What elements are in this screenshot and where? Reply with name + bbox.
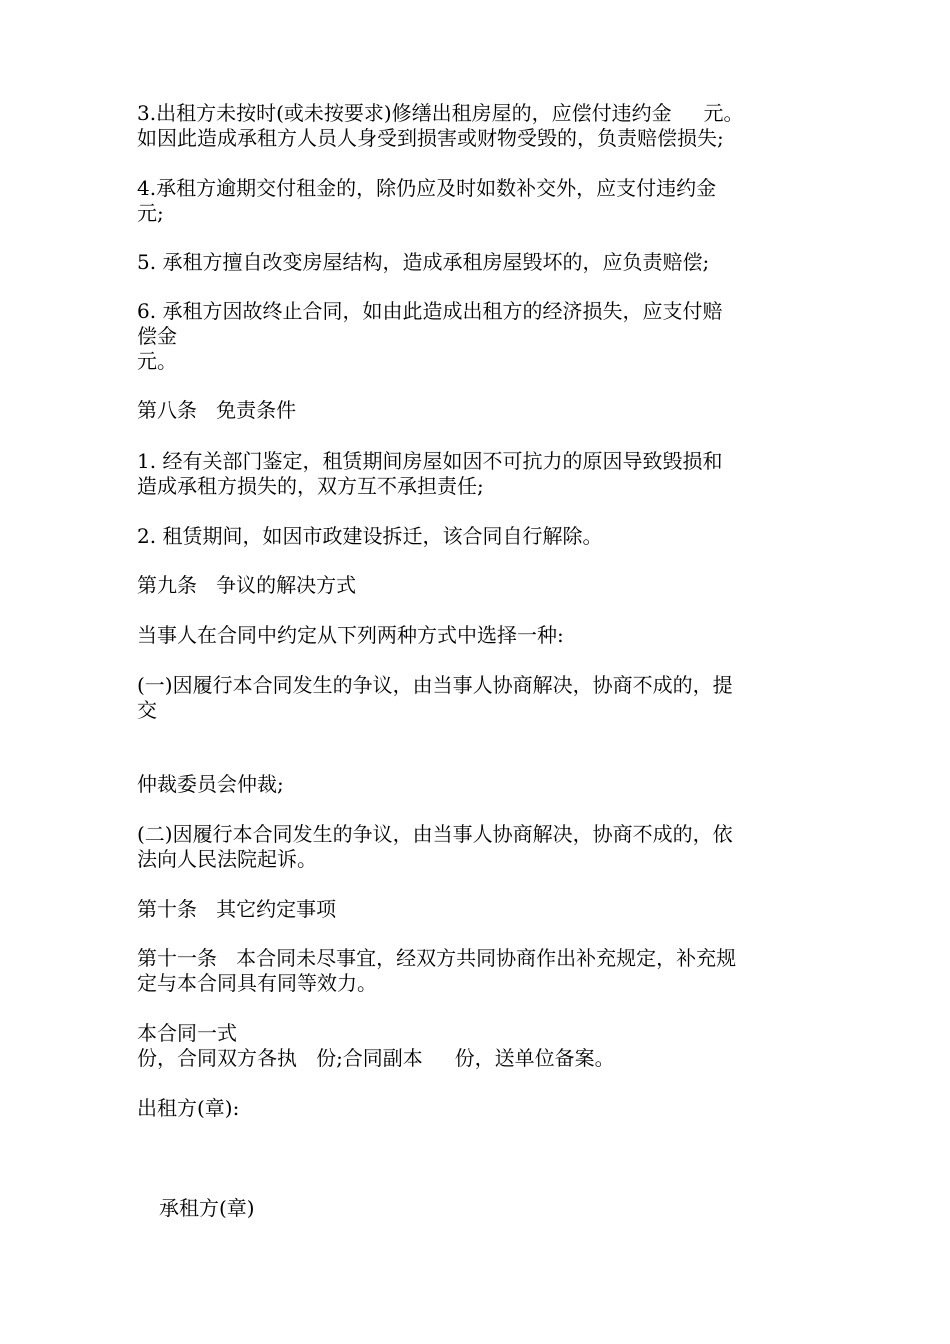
clause-7-6-line-3: 元。 [137,349,177,373]
option-2-line-2: 法向人民法院起诉。 [137,847,317,871]
clause-7-4-line-2: 元; [137,201,164,225]
article-11-line-1: 第十一条 本合同未尽事宜，经双方共同协商作出补充规定，补充规 [137,946,737,970]
lessee-seal-label: 承租方(章) [159,1196,255,1220]
clause-7-3-line-1: 3.出租方未按时(或未按要求)修缮出租房屋的，应偿付违约金 元。 [137,101,744,125]
clause-7-6-line-1: 6. 承租方因故终止合同，如由此造成出租方的经济损失，应支付赔 [137,299,723,323]
option-2-line-1: (二)因履行本合同发生的争议，由当事人协商解决，协商不成的，依 [137,822,733,846]
clause-8-1-line-2: 造成承租方损失的，双方互不承担责任; [137,474,484,498]
article-8-heading: 第八条 免责条件 [137,398,297,422]
option-1-line-1: (一)因履行本合同发生的争议，由当事人协商解决，协商不成的，提 [137,673,733,697]
clause-7-4-line-1: 4.承租方逾期交付租金的，除仍应及时如数补交外，应支付违约金 [137,176,717,200]
option-1-line-2: 交 [137,698,157,722]
copies-line-1: 本合同一式 [137,1021,237,1045]
clause-7-6-line-2: 偿金 [137,324,177,348]
copies-line-2: 份，合同双方各执 份;合同副本 份，送单位备案。 [137,1046,615,1070]
clause-8-1-line-1: 1. 经有关部门鉴定，租赁期间房屋如因不可抗力的原因导致毁损和 [137,449,723,473]
article-9-heading: 第九条 争议的解决方式 [137,573,357,597]
article-11-line-2: 定与本合同具有同等效力。 [137,971,377,995]
article-10-heading: 第十条 其它约定事项 [137,897,337,921]
lessor-seal-label: 出租方(章): [137,1096,240,1120]
clause-8-2-line-1: 2. 租赁期间，如因市政建设拆迁，该合同自行解除。 [137,524,603,548]
clause-7-3-line-2: 如因此造成承租方人员人身受到损害或财物受毁的，负责赔偿损失; [137,126,724,150]
clause-7-5-line-1: 5. 承租方擅自改变房屋结构，造成承租房屋毁坏的，应负责赔偿; [137,250,710,274]
article-9-intro: 当事人在合同中约定从下列两种方式中选择一种: [137,623,564,647]
option-1-line-3: 仲裁委员会仲裁; [137,772,284,796]
